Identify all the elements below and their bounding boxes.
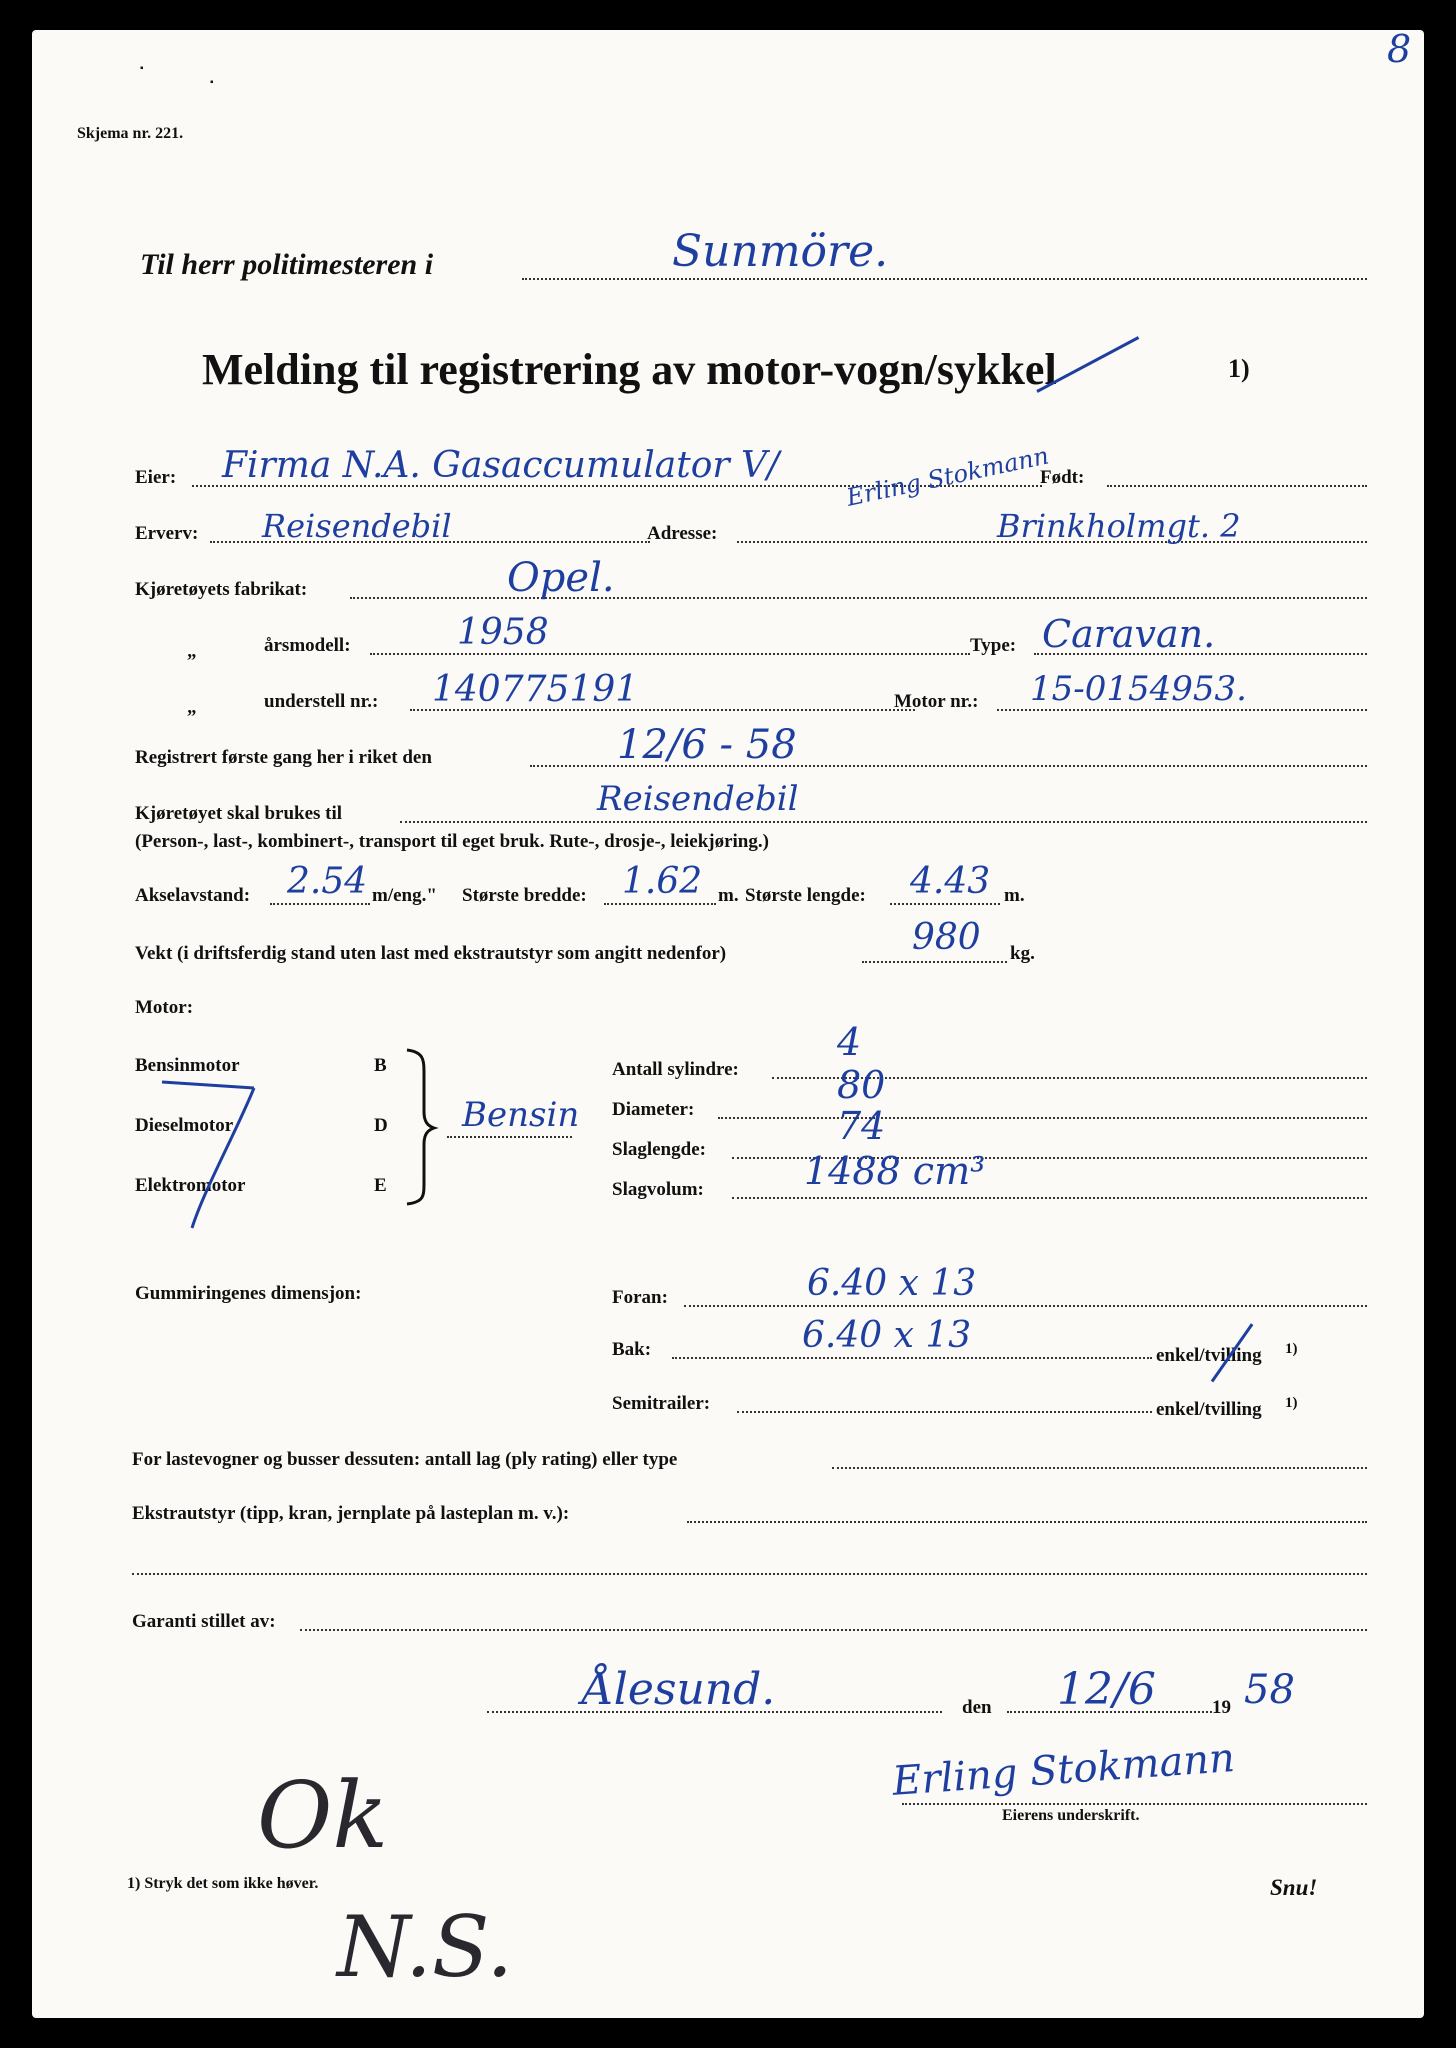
footnote-ref: 1) <box>1285 1341 1298 1357</box>
enkel-tvilling-label: enkel/tvilling <box>1156 1345 1262 1366</box>
erverv-label: Erverv: <box>135 523 199 544</box>
bensinmotor-label: Bensinmotor <box>135 1055 240 1076</box>
slaglengde-value: 74 <box>837 1104 886 1148</box>
corner-dot: ▪ <box>140 63 144 74</box>
foran-line <box>684 1305 1367 1307</box>
bak-line <box>672 1357 1152 1359</box>
adresse-value: Brinkholmgt. 2 <box>997 507 1241 545</box>
bak-label: Bak: <box>612 1339 652 1360</box>
quote-mark: „ <box>187 641 197 662</box>
district-value: Sunmöre. <box>672 226 889 277</box>
brukes-hint: (Person-, last-, kombinert-, transport til eget bruk. Rute-, drosje-, leiekjøring.) <box>135 831 769 852</box>
corner-dot: ▪ <box>210 77 214 88</box>
m-eng-unit: m/eng." <box>372 885 437 906</box>
garanti-label: Garanti stillet av: <box>132 1611 276 1632</box>
motor-label: Motor: <box>135 997 194 1018</box>
motor-nr-value: 15-0154953. <box>1030 669 1247 709</box>
motor-type-value: Bensin <box>462 1095 580 1135</box>
m-unit: m. <box>718 885 739 906</box>
registrert-label: Registrert første gang her i riket den <box>135 747 432 768</box>
understell-label: understell nr.: <box>264 691 379 712</box>
adresse-label: Adresse: <box>647 523 718 544</box>
gummi-label: Gummiringenes dimensjon: <box>135 1283 362 1304</box>
type-label: Type: <box>970 635 1017 656</box>
lengde-label: Største lengde: <box>745 885 866 906</box>
form-page <box>32 27 1424 2018</box>
addressee-label: Til herr politimesteren i <box>140 248 434 281</box>
signature-value: Erling Stokmann <box>890 1735 1237 1805</box>
diameter-label: Diameter: <box>612 1099 695 1120</box>
elektromotor-label: Elektromotor <box>135 1175 246 1196</box>
pencil-initials: Ok <box>257 1762 389 1869</box>
semitrailer-line <box>737 1411 1152 1413</box>
slagvolum-label: Slagvolum: <box>612 1179 704 1200</box>
signature-line <box>902 1803 1367 1805</box>
quote-mark: „ <box>187 697 197 718</box>
slagvolum-value: 1488 cm³ <box>804 1149 986 1193</box>
garanti-line <box>300 1629 1367 1631</box>
year-suffix-value: 58 <box>1244 1667 1295 1713</box>
ekstrautstyr-line <box>687 1521 1367 1523</box>
brukes-label: Kjøretøyet skal brukes til <box>135 803 343 824</box>
ekstrautstyr-label: Ekstrautstyr (tipp, kran, jernplate på lasteplan m. v.): <box>132 1503 570 1524</box>
bredde-label: Største bredde: <box>462 885 587 906</box>
eier-extra-value: Erling Stokmann <box>844 441 1052 512</box>
den-label: den <box>962 1697 992 1718</box>
vekt-label: Vekt (i driftsferdig stand uten last med ekstrautstyr som angitt nedenfor) <box>135 943 727 964</box>
kg-unit: kg. <box>1010 943 1035 964</box>
snu-label: Snu! <box>1270 1875 1318 1900</box>
corner-mark: 8 <box>1387 27 1412 71</box>
m-unit: m. <box>1004 885 1025 906</box>
diameter-line <box>718 1117 1367 1119</box>
footnote-ref: 1) <box>1285 1395 1298 1411</box>
code-d: D <box>374 1115 388 1136</box>
akselavstand-label: Akselavstand: <box>135 885 251 906</box>
year-prefix: 19 <box>1212 1697 1231 1718</box>
registrert-value: 12/6 - 58 <box>617 722 797 768</box>
dieselmotor-label: Dieselmotor <box>135 1115 234 1136</box>
enkel-tvilling-label: enkel/tvilling <box>1156 1399 1262 1420</box>
eier-label: Eier: <box>135 467 177 488</box>
motor-type-line <box>447 1136 572 1138</box>
lengde-value: 4.43 <box>910 861 991 902</box>
arsmodell-label: årsmodell: <box>264 635 351 656</box>
diameter-value: 80 <box>837 1063 886 1107</box>
footnote: 1) Stryk det som ikke høver. <box>127 1875 319 1892</box>
fabrikat-value: Opel. <box>507 555 615 601</box>
date-value: 12/6 <box>1057 1664 1156 1715</box>
foran-label: Foran: <box>612 1287 668 1308</box>
brukes-value: Reisendebil <box>597 779 799 819</box>
sylindre-label: Antall sylindre: <box>612 1059 739 1080</box>
bredde-value: 1.62 <box>622 861 703 902</box>
eierens-underskrift-label: Eierens underskrift. <box>1002 1807 1140 1824</box>
place-value: Ålesund. <box>582 1664 776 1715</box>
form-title: Melding til registrering av motor-vogn/sykkel <box>202 345 1057 394</box>
erverv-value: Reisendebil <box>262 507 452 545</box>
schema-number: Skjema nr. 221. <box>77 125 184 142</box>
title-footnote: 1) <box>1228 354 1250 383</box>
fabrikat-label: Kjøretøyets fabrikat: <box>135 579 308 600</box>
fodt-label: Født: <box>1040 467 1085 488</box>
akselavstand-value: 2.54 <box>287 861 368 902</box>
ekstrautstyr-line-2 <box>132 1573 1367 1575</box>
sylindre-value: 4 <box>837 1020 862 1064</box>
vekt-value: 980 <box>912 917 981 958</box>
code-b: B <box>374 1055 387 1076</box>
lastevogner-label: For lastevogner og busser dessuten: antall lag (ply rating) eller type <box>132 1449 678 1470</box>
slaglengde-label: Slaglengde: <box>612 1139 706 1160</box>
slagvolum-line <box>732 1197 1367 1199</box>
foran-value: 6.40 x 13 <box>807 1263 977 1304</box>
motor-nr-label: Motor nr.: <box>894 691 979 712</box>
semitrailer-label: Semitrailer: <box>612 1393 711 1414</box>
arsmodell-value: 1958 <box>457 612 549 653</box>
eier-value: Firma N.A. Gasaccumulator V/ <box>222 445 780 486</box>
pencil-initials-2: N.S. <box>337 1898 514 1996</box>
code-e: E <box>374 1175 387 1196</box>
understell-value: 140775191 <box>432 669 639 710</box>
motor-brace <box>32 27 1424 2018</box>
lastevogner-line <box>832 1467 1367 1469</box>
bak-value: 6.40 x 13 <box>802 1315 972 1356</box>
type-value: Caravan. <box>1042 612 1216 656</box>
